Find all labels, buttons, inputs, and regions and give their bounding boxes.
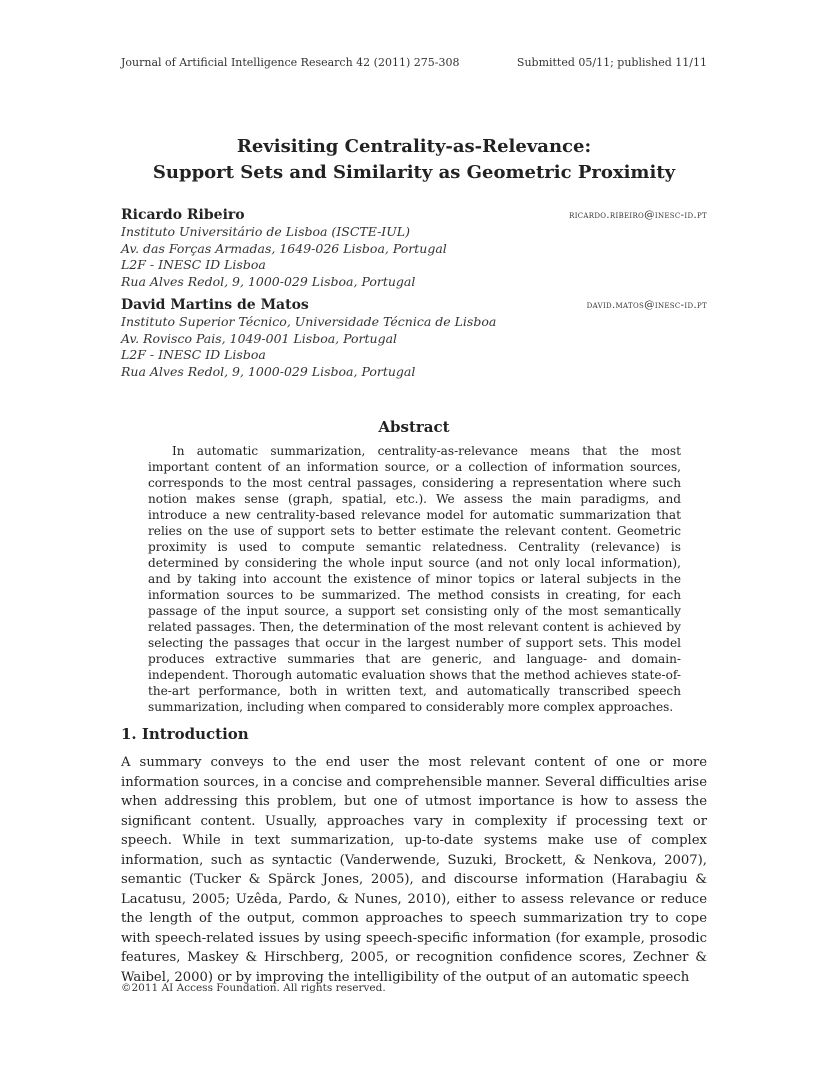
author-affiliation-line: Rua Alves Redol, 9, 1000-029 Lisboa, Portugal — [121, 363, 416, 379]
copyright-footer: ©2011 AI Access Foundation. All rights reserved. — [121, 982, 386, 994]
paper-title — [0, 134, 828, 186]
author-affiliation-line: L2F - INESC ID Lisboa — [121, 257, 266, 272]
author-block-1 — [121, 206, 707, 290]
running-header-journal: Journal of Artificial Intelligence Research 42 (2011) 275-308 — [121, 56, 460, 69]
author-name: David Martins de Matos — [121, 297, 309, 313]
author-affiliation-line: Instituto Universitário de Lisboa (ISCTE-IUL) — [121, 224, 410, 239]
author-email: ricardo.ribeiro@inesc-id.pt — [569, 209, 707, 221]
author-email: david.matos@inesc-id.pt — [586, 299, 707, 311]
author-affiliation-line: Av. Rovisco Pais, 1049-001 Lisboa, Portugal — [121, 330, 398, 346]
author-affiliation-line: Av. das Forças Armadas, 1649-026 Lisboa, Portugal — [121, 240, 447, 256]
running-header-dates: Submitted 05/11; published 11/11 — [516, 56, 707, 69]
section-heading-introduction: 1. Introduction — [121, 725, 249, 743]
title-line-1: Revisiting Centrality-as-Relevance: — [236, 136, 592, 157]
author-affiliation-line: L2F - INESC ID Lisboa — [121, 347, 266, 362]
introduction-paragraph: A summary conveys to the end user the most relevant content of one or more information sources, in a concise and comprehensible manner. Several difficulties arise when addressing this problem, but one of utmost importance is how to assess the significant content. Usually, approaches vary in complexity if processing text or speech. While in text summarization, up-to-date systems make use of complex information, such as syntactic (Vanderwende, Suzuki, Brockett, & Nenkova, 2007), semantic (Tucker & Spärck Jones, 2005), and discourse information (Harabagiu & Lacatusu, 2005; Uzêda, Pardo, & Nunes, 2010), either to assess relevance or reduce the length of the output, common approaches to speech summarization try to cope with speech-related issues by using speech-specific information (for example, prosodic features, Maskey & Hirschberg, 2005, or recognition confidence scores, Zechner & Waibel, 2000) or by improving the intelligibility of the output of an automatic speech — [121, 755, 707, 985]
title-line-2: Support Sets and Similarity as Geometric Proximity — [152, 162, 676, 183]
abstract-heading: Abstract — [378, 418, 450, 436]
author-name: Ricardo Ribeiro — [121, 207, 245, 223]
author-block-2 — [121, 296, 707, 380]
author-affiliation-line: Rua Alves Redol, 9, 1000-029 Lisboa, Portugal — [121, 273, 416, 289]
author-affiliation-line: Instituto Superior Técnico, Universidade Técnica de Lisboa — [121, 314, 497, 329]
abstract-text: In automatic summarization, centrality-as-relevance means that the most important content of an information source, or a collection of information sources, corresponds to the most central passages, considering a representation where such notion makes sense (graph, spatial, etc.). We assess the main paradigms, and introduce a new centrality-based relevance model for automatic summarization that relies on the use of support sets to better estimate the relevant content. Geometric proximity is used to compute semantic relatedness. Centrality (relevance) is determined by considering the whole input source (and not only local information), and by taking into account the existence of minor topics or lateral subjects in the information sources to be summarized. The method consists in creating, for each passage of the input source, a support set consisting only of the most semantically related passages. Then, the determination of the most relevant content is achieved by selecting the passages that occur in the largest number of support sets. This model produces extractive summaries that are generic, and language- and domain-independent. Thorough automatic evaluation shows that the method achieves state-of-the-art performance, both in written text, and automatically transcribed speech summarization, including when compared to considerably more complex approaches. — [148, 444, 681, 714]
